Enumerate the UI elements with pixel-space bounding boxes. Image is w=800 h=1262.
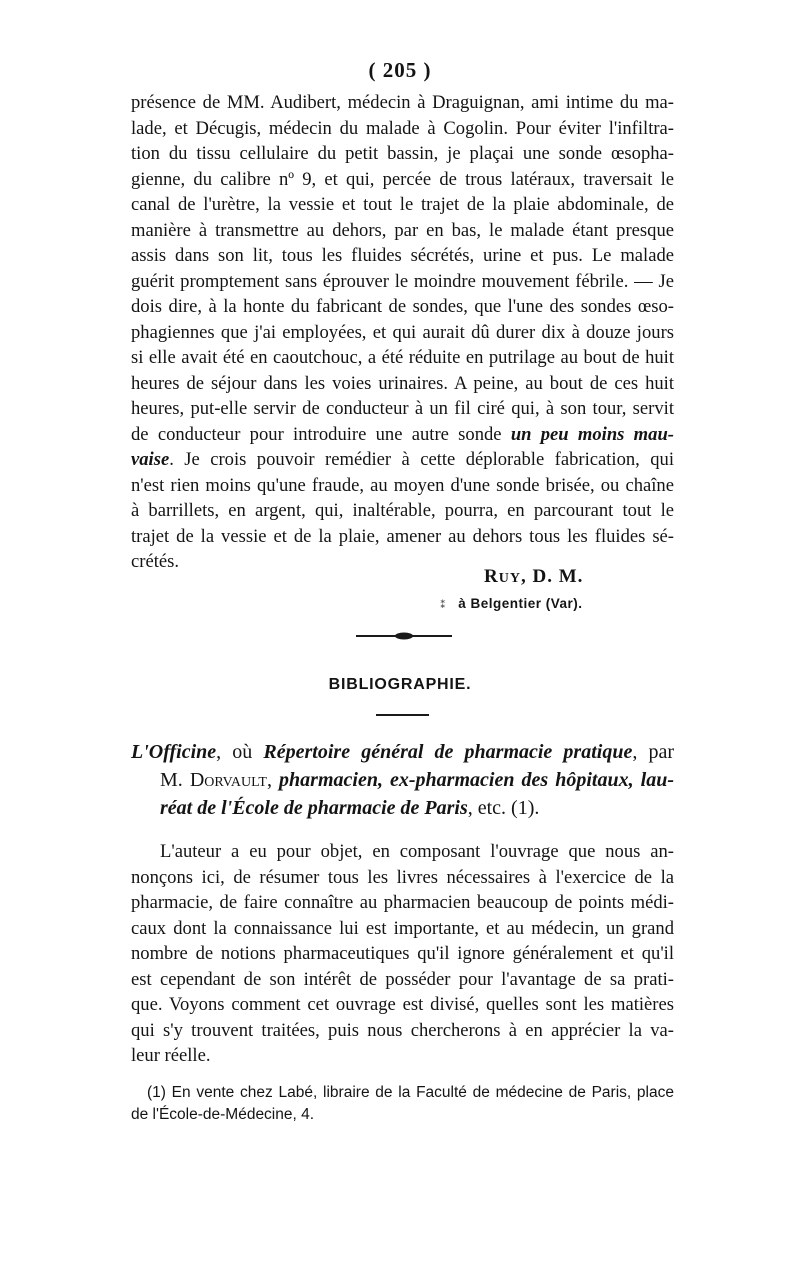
- text-line: lade, et Décugis, médecin du malade à Cogolin. Pour éviter l'infiltra-: [131, 117, 674, 139]
- text-line: assis dans son lit, tous les fluides sécrétés, urine et pus. Le malade: [131, 245, 674, 266]
- emphasis-text: un peu moins mau-: [510, 423, 674, 445]
- paragraph-case-report: [131, 90, 674, 575]
- text-segment: , etc. (1).: [467, 797, 540, 819]
- text-line: heures de séjour dans les voies urinaires. A peine, au bout de ces huit: [131, 372, 674, 394]
- signature-title: , D. M.: [520, 566, 584, 587]
- text-line: présence de MM. Audibert, médecin à Draguignan, ami intime du ma-: [131, 92, 674, 113]
- heading-rule: [376, 714, 429, 716]
- text-line: trajet de la vessie et de la plaie, amener au dehors tous les fluides sé-: [131, 525, 674, 547]
- text-segment: , par: [632, 741, 674, 763]
- text-line: tion du tissu cellulaire du petit bassin, je plaçai une sonde œsopha-: [131, 143, 674, 164]
- author-description: pharmacien, ex-pharmacien des hôpitaux, lau-: [279, 769, 674, 791]
- text-line: à barrillets, en argent, qui, inaltérable, pourra, en parcourant tout le: [131, 500, 674, 521]
- book-title: L'Officine: [131, 741, 217, 763]
- text-segment: M.: [160, 769, 190, 791]
- author-name: Dorvault: [189, 769, 267, 791]
- text-line: manière à transmettre au dehors, par en bas, le malade étant presque: [131, 219, 674, 241]
- text-line: guérit promptement sans éprouver le moindre mouvement fébrile. — Je: [131, 270, 674, 292]
- section-heading: BIBLIOGRAPHIE.: [328, 676, 472, 693]
- text-line: gienne, du calibre nº 9, et qui, percée de trous latéraux, traversait le: [131, 168, 674, 190]
- text-line: M. Dorvault, pharmacien, ex-pharmacien des hôpitaux, lau-: [160, 769, 674, 791]
- author-location: [440, 596, 583, 611]
- text-line: nonçons ici, de résumer tous les livres nécessaires à l'exercice de la: [131, 866, 674, 888]
- bibliography-entry: [131, 738, 674, 822]
- location-text: à Belgentier (Var).: [458, 596, 583, 611]
- text-line: L'auteur a eu pour objet, en composant l'ouvrage que nous an-: [160, 841, 674, 862]
- text-line: [131, 738, 674, 766]
- footnote-line: de l'École-de-Médecine, 4.: [131, 1106, 315, 1123]
- ornamental-divider-icon: [356, 632, 452, 640]
- text-line: leur réelle.: [131, 1045, 211, 1066]
- text-line: n'est rien moins qu'une fraude, au moyen d'une sonde brisée, ou chaîne: [131, 474, 674, 496]
- text-line: [131, 794, 674, 822]
- text-line: nombre de notions pharmaceutiques qu'il ignore généralement et qu'il: [131, 943, 674, 964]
- text-segment: de conducteur pour introduire une autre sonde: [131, 423, 502, 445]
- text-line: heures, put-elle servir de conducteur à un fil ciré qui, à son tour, servit: [131, 398, 674, 419]
- text-line: qui s'y trouvent traitées, puis nous chercherons à en apprécier la va-: [131, 1019, 674, 1041]
- text-line: dois dire, à la honte du fabricant de sondes, que l'une des sondes œso-: [131, 296, 674, 317]
- text-line: crétés.: [131, 551, 180, 572]
- author-description-continued: réat de l'École de pharmacie de Paris: [160, 797, 468, 819]
- text-line: si elle avait été en caoutchouc, a été réduite en putrilage au bout de huit: [131, 347, 674, 368]
- text-line: [131, 447, 674, 473]
- text-line: [131, 422, 674, 448]
- page-number: ( 205 ): [368, 58, 432, 82]
- paragraph-review: [131, 839, 674, 1069]
- text-line: caux dont la connaissance lui est importante, et au médecin, un grand: [131, 917, 674, 939]
- text-line: phagiennes que j'ai employées, et qui aurait dû durer dix à douze jours: [131, 321, 674, 343]
- text-segment: . Je crois pouvoir remédier à cette déplorable fabrication, qui: [169, 449, 674, 470]
- printer-mark-icon: ⁑: [440, 599, 447, 611]
- signature-name-rest: UY: [498, 571, 521, 586]
- signature-initial: R: [484, 566, 499, 587]
- footnote-line: (1) En vente chez Labé, libraire de la Faculté de médecine de Paris, place: [147, 1084, 674, 1101]
- text-line: que. Voyons comment cet ouvrage est divisé, quelles sont les matières: [131, 994, 674, 1015]
- text-line: canal de l'urètre, la vessie et tout le trajet de la plaie abdominale, de: [131, 194, 674, 215]
- text-line: est cependant de son intérêt de posséder pour l'avantage de sa prati-: [131, 968, 674, 990]
- emphasis-text-continued: vaise: [131, 449, 170, 470]
- text-segment: , où: [216, 741, 264, 763]
- author-signature: [484, 566, 583, 588]
- footnote: [131, 1082, 674, 1126]
- book-subtitle: Répertoire général de pharmacie pratique: [263, 741, 633, 763]
- text-line: pharmacie, de faire connaître au pharmacien beaucoup de points médi-: [131, 892, 674, 913]
